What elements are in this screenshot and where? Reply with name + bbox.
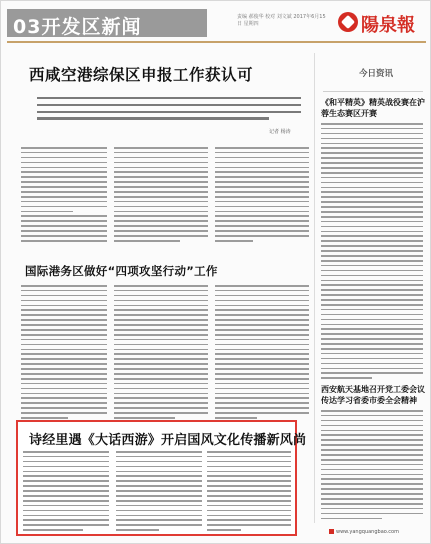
lead-paragraph xyxy=(37,97,301,141)
article-3-col-3 xyxy=(207,451,291,534)
article-3-col-2 xyxy=(116,451,202,534)
article-3-headline: 诗经里遇《大话西游》开启国风文化传播新风尚 xyxy=(29,433,307,448)
article-2-headline: 国际港务区做好“四项攻坚行动”工作 xyxy=(25,264,218,278)
main-body-col-1 xyxy=(21,147,107,245)
footer-url[interactable]: www.yangquangbao.com xyxy=(336,529,399,535)
sidebar-headline-2: 西安航天基地召开党工委会议传达学习省委市委全会精神 xyxy=(321,385,425,405)
page-header xyxy=(1,1,431,43)
sidebar-headline-1: 《和平精英》精英战役赛在沪蓉生态赛区开赛 xyxy=(321,98,425,118)
sidebar-label: 今日资讯 xyxy=(359,69,394,79)
issue-meta: 责编 郝俊华 校对 刘文斌 2017年6月15日 星期四 xyxy=(237,14,326,27)
main-body-col-3 xyxy=(215,147,309,245)
header-divider xyxy=(7,41,426,43)
article-3-col-1 xyxy=(23,451,109,534)
section-title: 03开发区新闻 xyxy=(13,16,142,38)
article-2-col-3 xyxy=(215,285,309,422)
article-2-col-2 xyxy=(114,285,208,422)
sidebar-body-1 xyxy=(321,123,423,382)
sidebar-body-2 xyxy=(321,410,423,522)
web-icon xyxy=(329,529,334,534)
page-footer xyxy=(329,529,399,535)
logo-icon xyxy=(338,12,358,32)
main-headline: 西咸空港综保区申报工作获认可 xyxy=(29,66,254,84)
sidebar-divider xyxy=(323,91,423,92)
newspaper-logo xyxy=(338,10,426,34)
main-body-col-2 xyxy=(114,147,208,245)
logo-text: 陽泉報 xyxy=(361,15,415,36)
article-2-col-1 xyxy=(21,285,107,422)
main-byline: 记者 杨涛 xyxy=(269,129,291,135)
